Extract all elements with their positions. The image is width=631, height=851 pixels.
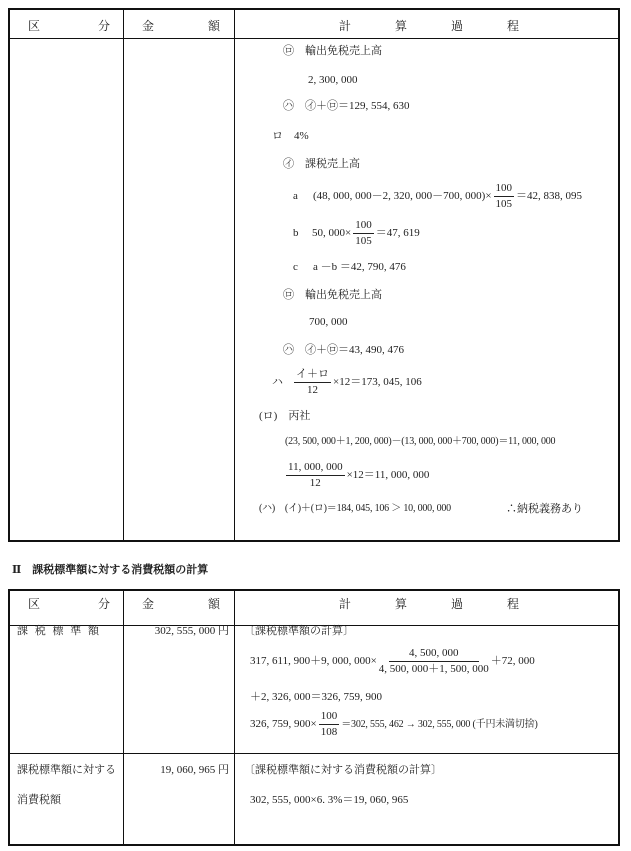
calc-line-fraction bbox=[292, 367, 422, 398]
header-amount: 金 bbox=[142, 597, 155, 611]
calc-line: (ロ) 丙社 bbox=[259, 410, 311, 422]
numerator: 4, 500, 000 bbox=[389, 646, 479, 662]
header-category: 分 bbox=[98, 597, 111, 611]
result: ＝42, 838, 095 bbox=[516, 190, 583, 203]
calc-line: ＋2, 326, 000＝326, 759, 900 bbox=[250, 691, 382, 703]
calc-line-fraction bbox=[250, 646, 535, 677]
header-process: 算 bbox=[395, 19, 408, 33]
numerator: イ＋ロ bbox=[294, 367, 331, 383]
denominator: 12 bbox=[309, 477, 321, 489]
calc-title: 〔課税標準額の計算〕 bbox=[244, 625, 354, 637]
calc-line: ㋺ 輸出免税売上高 bbox=[283, 45, 382, 57]
conclusion: ∴納税義務あり bbox=[506, 503, 583, 515]
header-category: 区 bbox=[28, 597, 41, 611]
fraction bbox=[379, 646, 489, 677]
denominator: 12 bbox=[307, 384, 318, 396]
header-amount: 額 bbox=[208, 19, 221, 33]
header-amount: 額 bbox=[208, 597, 221, 611]
header-process: 過 bbox=[451, 19, 464, 33]
numerator: 100 bbox=[319, 709, 340, 725]
denominator: 105 bbox=[355, 235, 372, 247]
numerator: 100 bbox=[353, 218, 374, 234]
fraction bbox=[294, 367, 331, 398]
row-category: 課税標準額に対する bbox=[17, 764, 116, 776]
numerator: 11, 000, 000 bbox=[286, 460, 345, 476]
result: ＝47, 619 bbox=[375, 227, 420, 240]
row-category: 課 税 標 準 額 bbox=[17, 625, 101, 637]
denominator: 108 bbox=[320, 726, 338, 738]
calc-label: ハ bbox=[272, 376, 283, 388]
row-category: 消費税額 bbox=[17, 794, 61, 806]
fraction bbox=[353, 218, 374, 249]
calc-label: c bbox=[293, 261, 298, 273]
calc-line: ㋩ ㋑＋㋺＝43, 490, 476 bbox=[283, 344, 404, 356]
denominator: 105 bbox=[495, 198, 513, 210]
result: ＝302, 555, 462 → 302, 555, 000 (千円未満切捨) bbox=[341, 719, 538, 731]
result: ×12＝11, 000, 000 bbox=[346, 469, 430, 482]
header-process: 計 bbox=[339, 19, 352, 33]
calc-line-fraction bbox=[284, 460, 429, 491]
calc-line: ㋺ 輸出免税売上高 bbox=[283, 289, 382, 301]
result: ×12＝173, 045, 106 bbox=[333, 376, 422, 389]
section-title: Ⅱ 課税標準額に対する消費税額の計算 bbox=[12, 564, 209, 576]
fraction bbox=[494, 181, 515, 212]
header-amount: 金 bbox=[142, 19, 155, 33]
calc-line: ロ 4% bbox=[272, 130, 309, 142]
header-process: 計 bbox=[339, 597, 352, 611]
calc-line: 700, 000 bbox=[309, 316, 348, 328]
numerator: 100 bbox=[494, 181, 515, 197]
column-divider bbox=[123, 10, 124, 540]
calc-line: (23, 500, 000＋1, 200, 000)－(13, 000, 000＋700, 000)＝11, 000, 000 bbox=[285, 436, 556, 447]
header-category: 分 bbox=[98, 19, 111, 33]
row-amount: 19, 060, 965 円 bbox=[160, 764, 229, 776]
fraction bbox=[286, 460, 345, 491]
column-divider bbox=[234, 10, 235, 540]
calc-line: 302, 555, 000×6. 3%＝19, 060, 965 bbox=[250, 794, 409, 806]
calc-line: 2, 300, 000 bbox=[308, 74, 358, 86]
column-divider bbox=[234, 591, 235, 844]
row-divider bbox=[10, 753, 618, 754]
expr: 326, 759, 900× bbox=[250, 718, 317, 731]
calc-label: b bbox=[293, 227, 299, 239]
calc-line-fraction bbox=[312, 218, 420, 249]
calc-line-fraction bbox=[313, 181, 582, 212]
header-process: 程 bbox=[507, 19, 520, 33]
header-divider bbox=[10, 38, 618, 39]
expr: 50, 000× bbox=[312, 227, 352, 240]
calc-line: ㋩ ㋑＋㋺＝129, 554, 630 bbox=[283, 100, 410, 112]
calc-line-fraction bbox=[250, 709, 538, 740]
header-process: 算 bbox=[395, 597, 408, 611]
calc-title: 〔課税標準額に対する消費税額の計算〕 bbox=[244, 764, 442, 776]
row-amount: 302, 555, 000 円 bbox=[154, 625, 229, 637]
expr: 317, 611, 900＋9, 000, 000× bbox=[250, 655, 377, 668]
header-process: 程 bbox=[507, 597, 520, 611]
denominator: 4, 500, 000＋1, 500, 000 bbox=[378, 663, 489, 675]
calc-line: ㋑ 課税売上高 bbox=[283, 158, 360, 170]
expr: (48, 000, 000－2, 320, 000－700, 000)× bbox=[313, 190, 492, 203]
calc-label: a bbox=[293, 190, 298, 202]
result: ＋72, 000 bbox=[490, 655, 535, 668]
calc-line: (ハ) (イ)＋(ロ)＝184, 045, 106 ＞ 10, 000, 000 bbox=[259, 503, 451, 514]
calc-line: a －b ＝42, 790, 476 bbox=[313, 261, 406, 273]
fraction bbox=[319, 709, 340, 740]
header-process: 過 bbox=[451, 597, 464, 611]
header-category: 区 bbox=[28, 19, 41, 33]
